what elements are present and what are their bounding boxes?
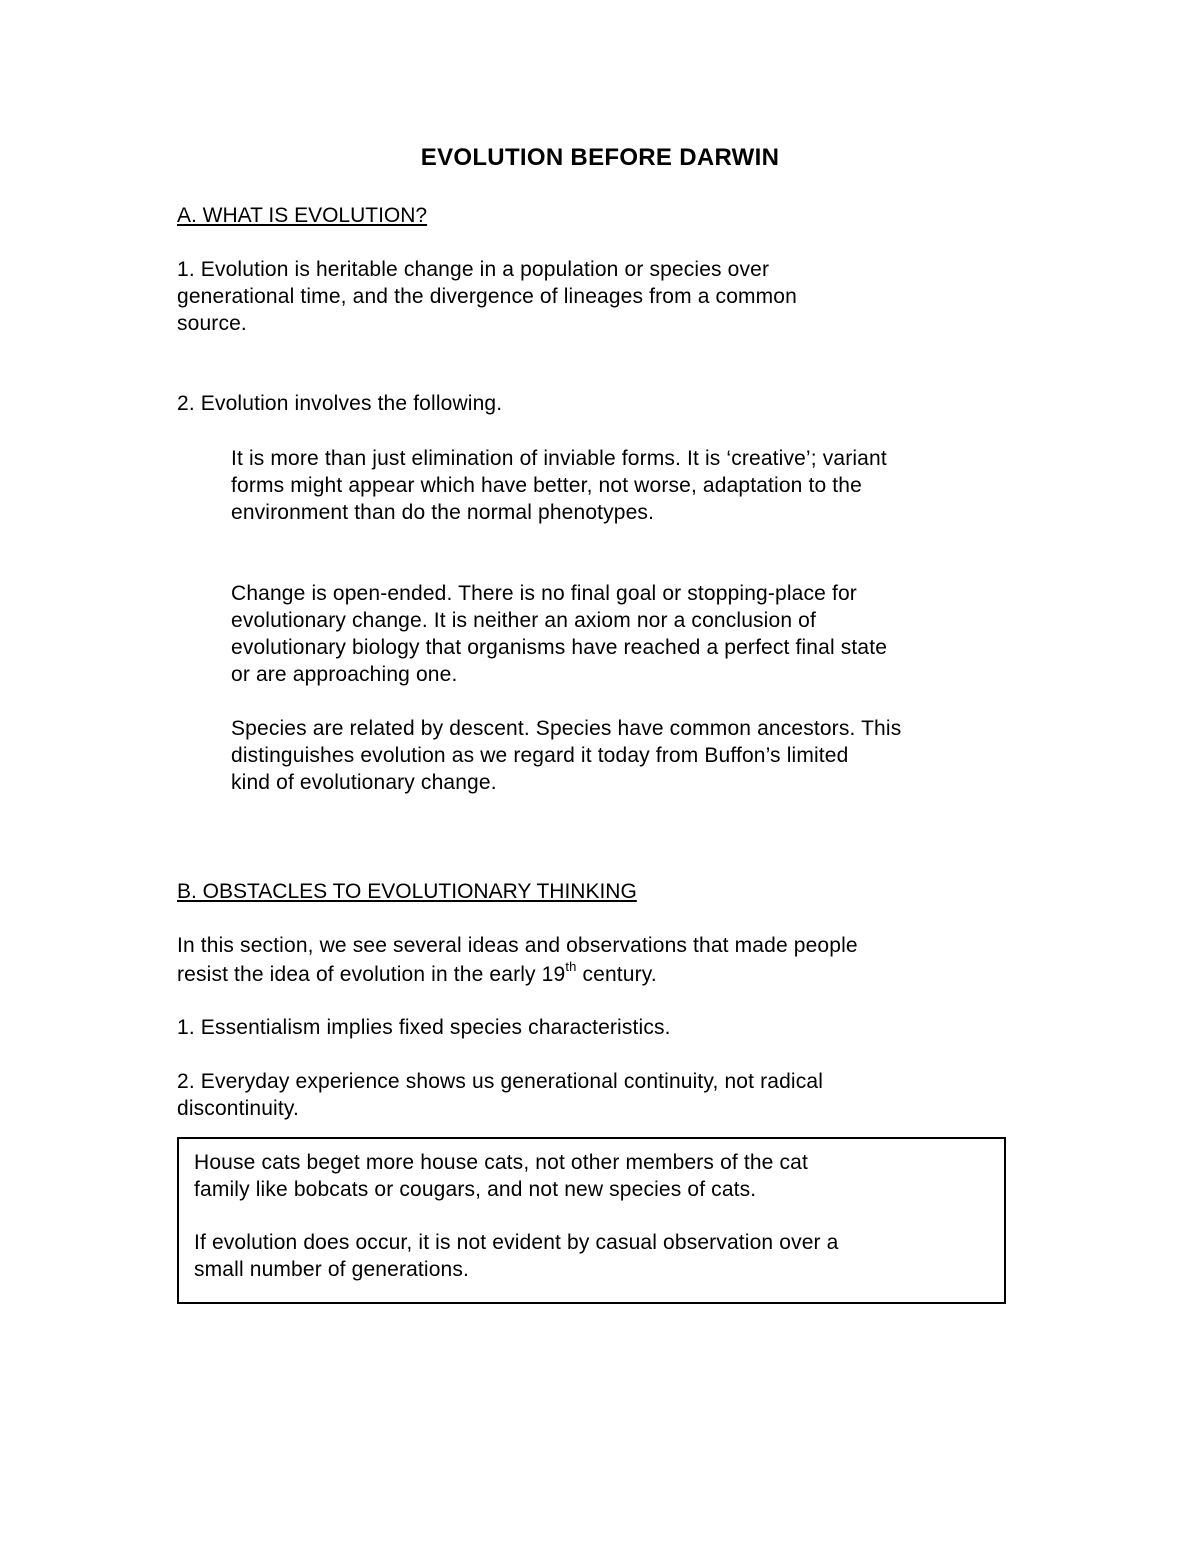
section-b-item-2	[177, 1068, 823, 1122]
evolution-point-open-ended	[231, 580, 887, 688]
text-line: evolutionary biology that organisms have reached a perfect final state	[231, 636, 888, 659]
section-b-heading: B. OBSTACLES TO EVOLUTIONARY THINKING	[177, 880, 637, 903]
box-paragraph-2	[194, 1229, 839, 1283]
section-b-item-1: 1. Essentialism implies fixed species characteristics.	[177, 1016, 671, 1039]
text-line: If evolution does occur, it is not evident by casual observation over a	[194, 1231, 839, 1254]
text-line: 2. Everyday experience shows us generational continuity, not radical	[177, 1070, 824, 1093]
text-line: source.	[177, 312, 247, 335]
text-line: or are approaching one.	[231, 663, 458, 686]
text-line: kind of evolutionary change.	[231, 771, 497, 794]
evolution-point-descent	[231, 715, 901, 796]
text-line: Species are related by descent. Species have common ancestors. This	[231, 717, 902, 740]
text-line: It is more than just elimination of inviable forms. It is ‘creative’; variant	[231, 447, 887, 470]
document-title: EVOLUTION BEFORE DARWIN	[420, 144, 780, 171]
text-line: Change is open-ended. There is no final goal or stopping-place for	[231, 582, 857, 605]
example-box	[177, 1137, 1006, 1304]
section-a-item-1	[177, 256, 797, 337]
text-line: generational time, and the divergence of lineages from a common	[177, 285, 797, 308]
text-line: House cats beget more house cats, not other members of the cat	[194, 1151, 808, 1174]
box-paragraph-1	[194, 1149, 808, 1203]
section-a-item-2: 2. Evolution involves the following.	[177, 392, 503, 415]
superscript: th	[565, 959, 577, 974]
text-line: forms might appear which have better, not worse, adaptation to the	[231, 474, 862, 497]
text-line: environment than do the normal phenotypes.	[231, 501, 655, 524]
text-line: discontinuity.	[177, 1097, 299, 1120]
evolution-point-creative	[231, 445, 887, 526]
section-a-heading: A. WHAT IS EVOLUTION?	[177, 204, 428, 227]
text-line: small number of generations.	[194, 1258, 470, 1281]
intro-text: century.	[576, 963, 657, 986]
text-line: evolutionary change. It is neither an axiom nor a conclusion of	[231, 609, 816, 632]
text-line: distinguishes evolution as we regard it today from Buffon’s limited	[231, 744, 849, 767]
section-b-intro	[177, 931, 858, 989]
text-line: family like bobcats or cougars, and not new species of cats.	[194, 1178, 757, 1201]
text-line: In this section, we see several ideas and observations that made people	[177, 934, 858, 957]
intro-text: resist the idea of evolution in the early 19	[177, 963, 566, 986]
text-line	[177, 960, 858, 989]
text-line: 1. Evolution is heritable change in a population or species over	[177, 258, 770, 281]
